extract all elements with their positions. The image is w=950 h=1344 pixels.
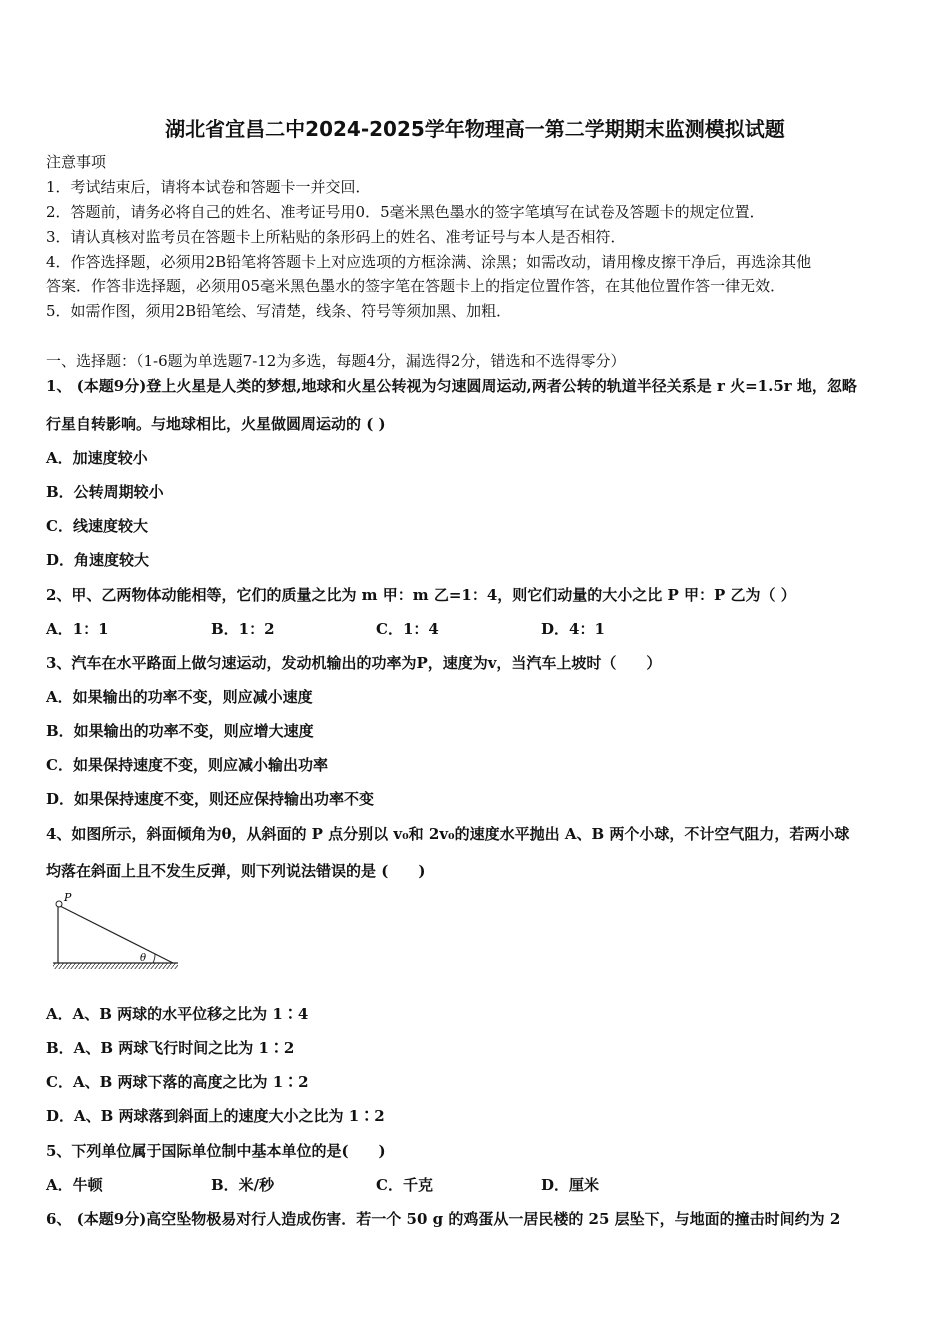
notice-item: 1．考试结束后，请将本试卷和答题卡一并交回． [46,178,371,196]
label-p: P [64,891,72,904]
q1-option: A．加速度较小 [46,449,148,467]
q1-option: D．角速度较大 [46,551,150,569]
ground-hatch [53,963,178,969]
q2-option: B．1：2 [211,620,275,638]
q4-option: B．A、B 两球飞行时间之比为 1∶2 [46,1039,295,1057]
q6-stem: 6、 (本题9分)高空坠物极易对行人造成伤害．若一个 50 g 的鸡蛋从一居民楼的 25 层坠下，与地面的撞击时间约为 2 [46,1210,841,1228]
q4-stem: 均落在斜面上且不发生反弹，则下列说法错误的是 ( ) [46,862,426,880]
notice-item: 4．作答选择题，必须用2B铅笔将答题卡上对应选项的方框涂满、涂黑；如需改动，请用橡皮擦干净后，再选涂其他 [46,253,812,271]
q4-option: C．A、B 两球下落的高度之比为 1∶2 [46,1073,309,1091]
notice-item: 2．答题前，请务必将自己的姓名、准考证号用0．5毫米黑色墨水的签字笔填写在试卷及答题卡的规定位置． [46,203,765,221]
q3-option: B．如果输出的功率不变，则应增大速度 [46,722,314,740]
q5-options [46,1175,706,1195]
q4-option: D．A、B 两球落到斜面上的速度大小之比为 1∶2 [46,1107,385,1125]
q3-option: A．如果输出的功率不变，则应减小速度 [46,688,313,706]
section-heading: 一、选择题：（1-6题为单选题7-12为多选，每题4分，漏选得2分，错选和不选得零分） [46,352,626,370]
q2-option: C．1：4 [376,620,439,638]
q5-option: D．厘米 [541,1176,600,1194]
incline-line [58,905,173,963]
notice-item: 3．请认真核对监考员在答题卡上所粘贴的条形码上的姓名、准考证号与本人是否相符． [46,228,626,246]
q1-stem: 行星自转影响。与地球相比，火星做圆周运动的 ( ) [46,415,386,433]
q2-option: A．1：1 [46,620,109,638]
q2-stem: 2、甲、乙两物体动能相等，它们的质量之比为 m 甲：m 乙=1：4，则它们动量的大小之比 P 甲：P 乙为（ ） [46,586,796,604]
incline-figure [50,890,185,972]
q1-option: C．线速度较大 [46,517,148,535]
q3-option: C．如果保持速度不变，则应减小输出功率 [46,756,328,774]
notice-item: 5．如需作图，须用2B铅笔绘、写清楚，线条、符号等须加黑、加粗． [46,302,512,320]
q5-option: C．千克 [376,1176,433,1194]
q4-stem: 4、如图所示，斜面倾角为θ，从斜面的 P 点分别以 v₀和 2v₀的速度水平抛出 A、B 两个小球，不计空气阻力，若两小球 [46,825,850,843]
q2-option: D．4：1 [541,620,605,638]
angle-arc [153,954,155,963]
ball-p [56,901,62,907]
label-theta: θ [140,953,147,964]
q3-stem: 3、汽车在水平路面上做匀速运动，发动机输出的功率为P，速度为v，当汽车上坡时（ ） [46,654,662,672]
notice-item: 答案．作答非选择题，必须用05毫米黑色墨水的签字笔在答题卡上的指定位置作答，在其他位置作答一律无效． [46,277,786,295]
q1-option: B．公转周期较小 [46,483,164,501]
q3-option: D．如果保持速度不变，则还应保持输出功率不变 [46,790,375,808]
page-title: 湖北省宜昌二中2024-2025学年物理高一第二学期期末监测模拟试题 [165,117,785,141]
q5-stem: 5、下列单位属于国际单位制中基本单位的是( ) [46,1142,386,1160]
q2-options [46,619,706,639]
q5-option: B．米/秒 [211,1176,275,1194]
q5-option: A．牛顿 [46,1176,103,1194]
q1-stem: 1、 (本题9分)登上火星是人类的梦想,地球和火星公转视为匀速圆周运动,两者公转的轨道半径关系是 r 火=1.5r 地，忽略 [46,377,857,395]
q4-option: A．A、B 两球的水平位移之比为 1∶4 [46,1005,309,1023]
notice-heading: 注意事项 [46,153,107,171]
